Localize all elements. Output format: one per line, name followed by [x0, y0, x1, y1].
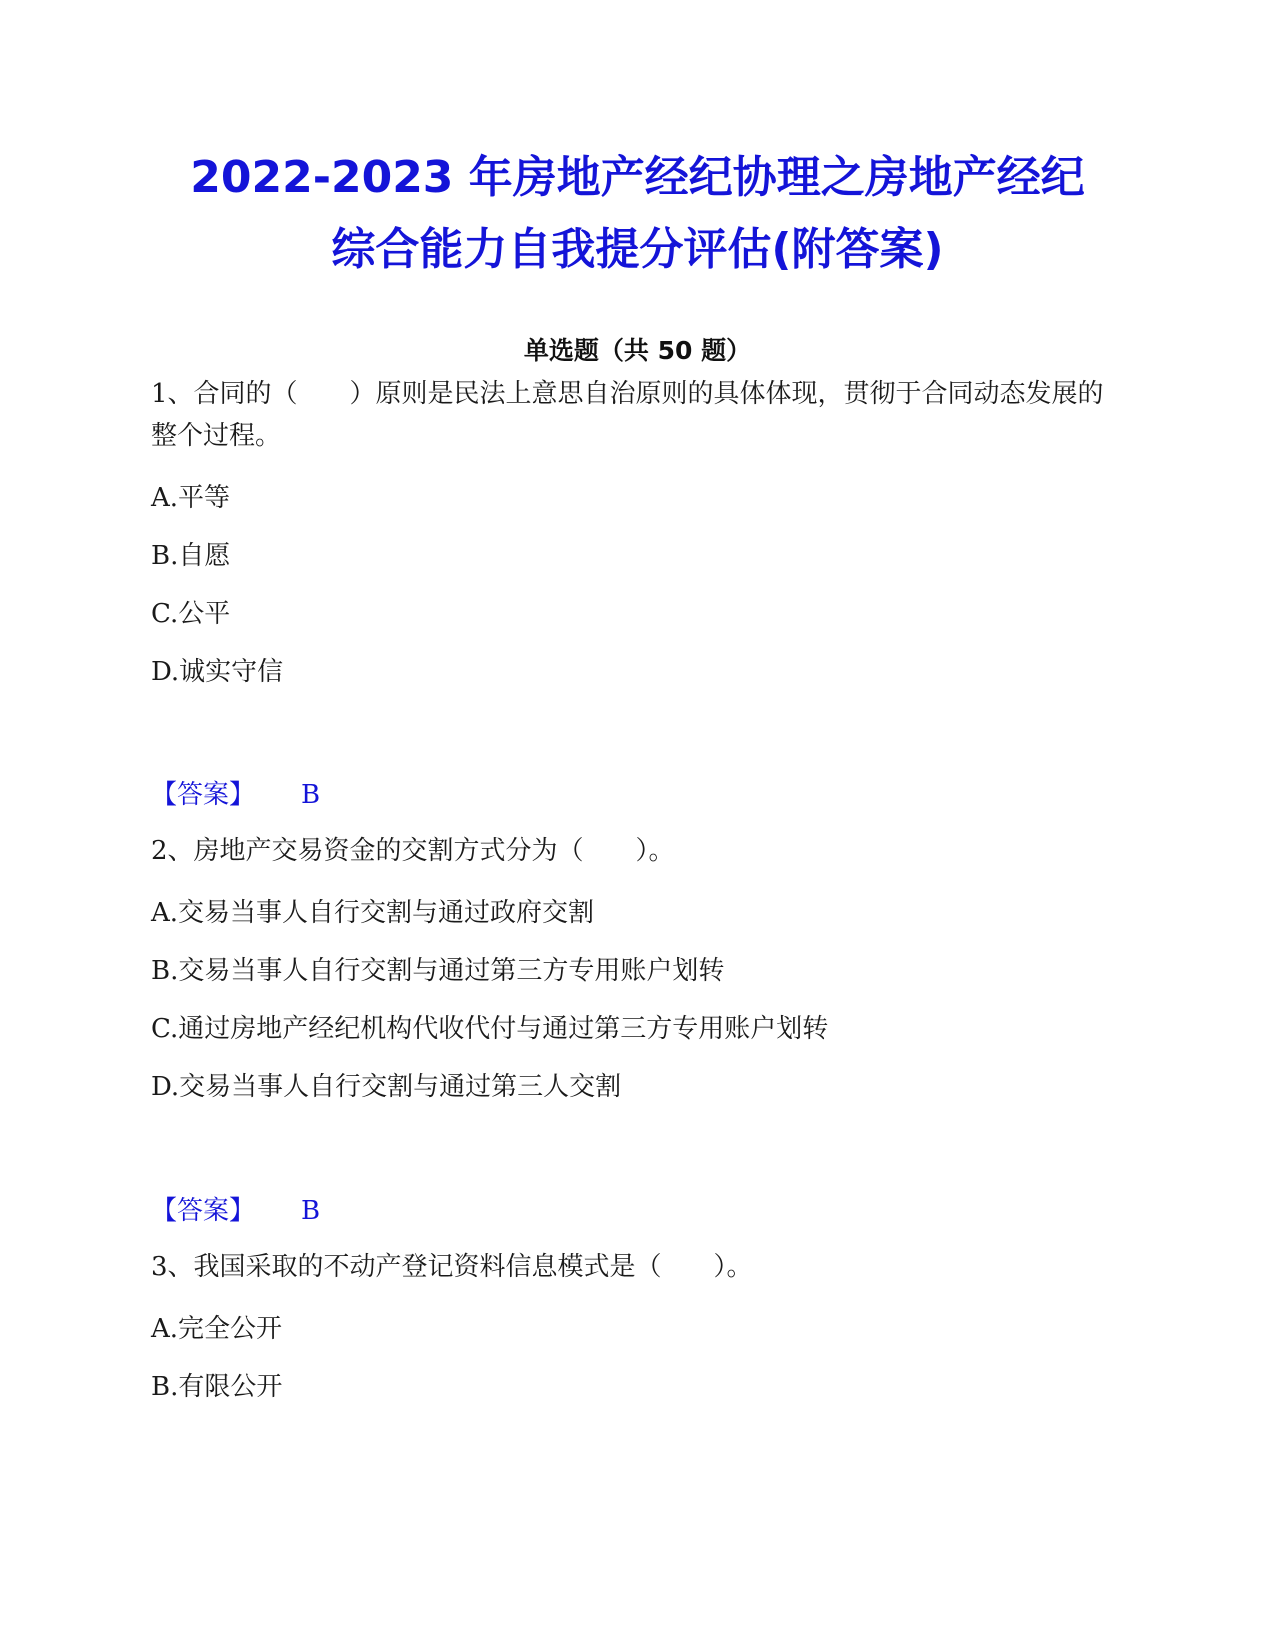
answer-line-1	[151, 777, 320, 813]
answer-value: B	[301, 780, 321, 810]
option-d: D.诚实守信	[151, 657, 284, 687]
answer-value: B	[301, 1196, 321, 1226]
question-3	[151, 1246, 1111, 1416]
option-d: D.交易当事人自行交割与通过第三人交割	[151, 1072, 622, 1102]
option-a: A.完全公开	[151, 1314, 283, 1344]
option-c: C.公平	[151, 599, 231, 629]
option-a: A.交易当事人自行交割与通过政府交割	[151, 898, 595, 928]
option-b: B.交易当事人自行交割与通过第三方专用账户划转	[151, 956, 725, 986]
option-c: C.通过房地产经纪机构代收代付与通过第三方专用账户划转	[151, 1014, 829, 1044]
option-b: B.自愿	[151, 541, 231, 571]
title-line-1: 2022-2023 年房地产经纪协理之房地产经纪	[190, 152, 1085, 203]
question-stem: 3、我国采取的不动产登记资料信息模式是（ ）。	[151, 1252, 753, 1282]
answer-label: 【答案】	[151, 780, 256, 810]
title-line-2: 综合能力自我提分评估(附答案)	[331, 224, 944, 275]
section-heading: 单选题（共 50 题）	[523, 336, 752, 365]
answer-label: 【答案】	[151, 1196, 256, 1226]
page-title	[0, 142, 1275, 286]
option-a: A.平等	[151, 483, 231, 513]
option-b: B.有限公开	[151, 1372, 283, 1402]
question-stem: 1、合同的（ ）原则是民法上意思自治原则的具体体现，贯彻于合同动态发展的整个过程。	[151, 379, 1104, 451]
question-2	[151, 830, 1111, 1116]
question-stem: 2、房地产交易资金的交割方式分为（ ）。	[151, 836, 675, 866]
answer-line-2	[151, 1193, 320, 1229]
question-1	[151, 373, 1111, 701]
